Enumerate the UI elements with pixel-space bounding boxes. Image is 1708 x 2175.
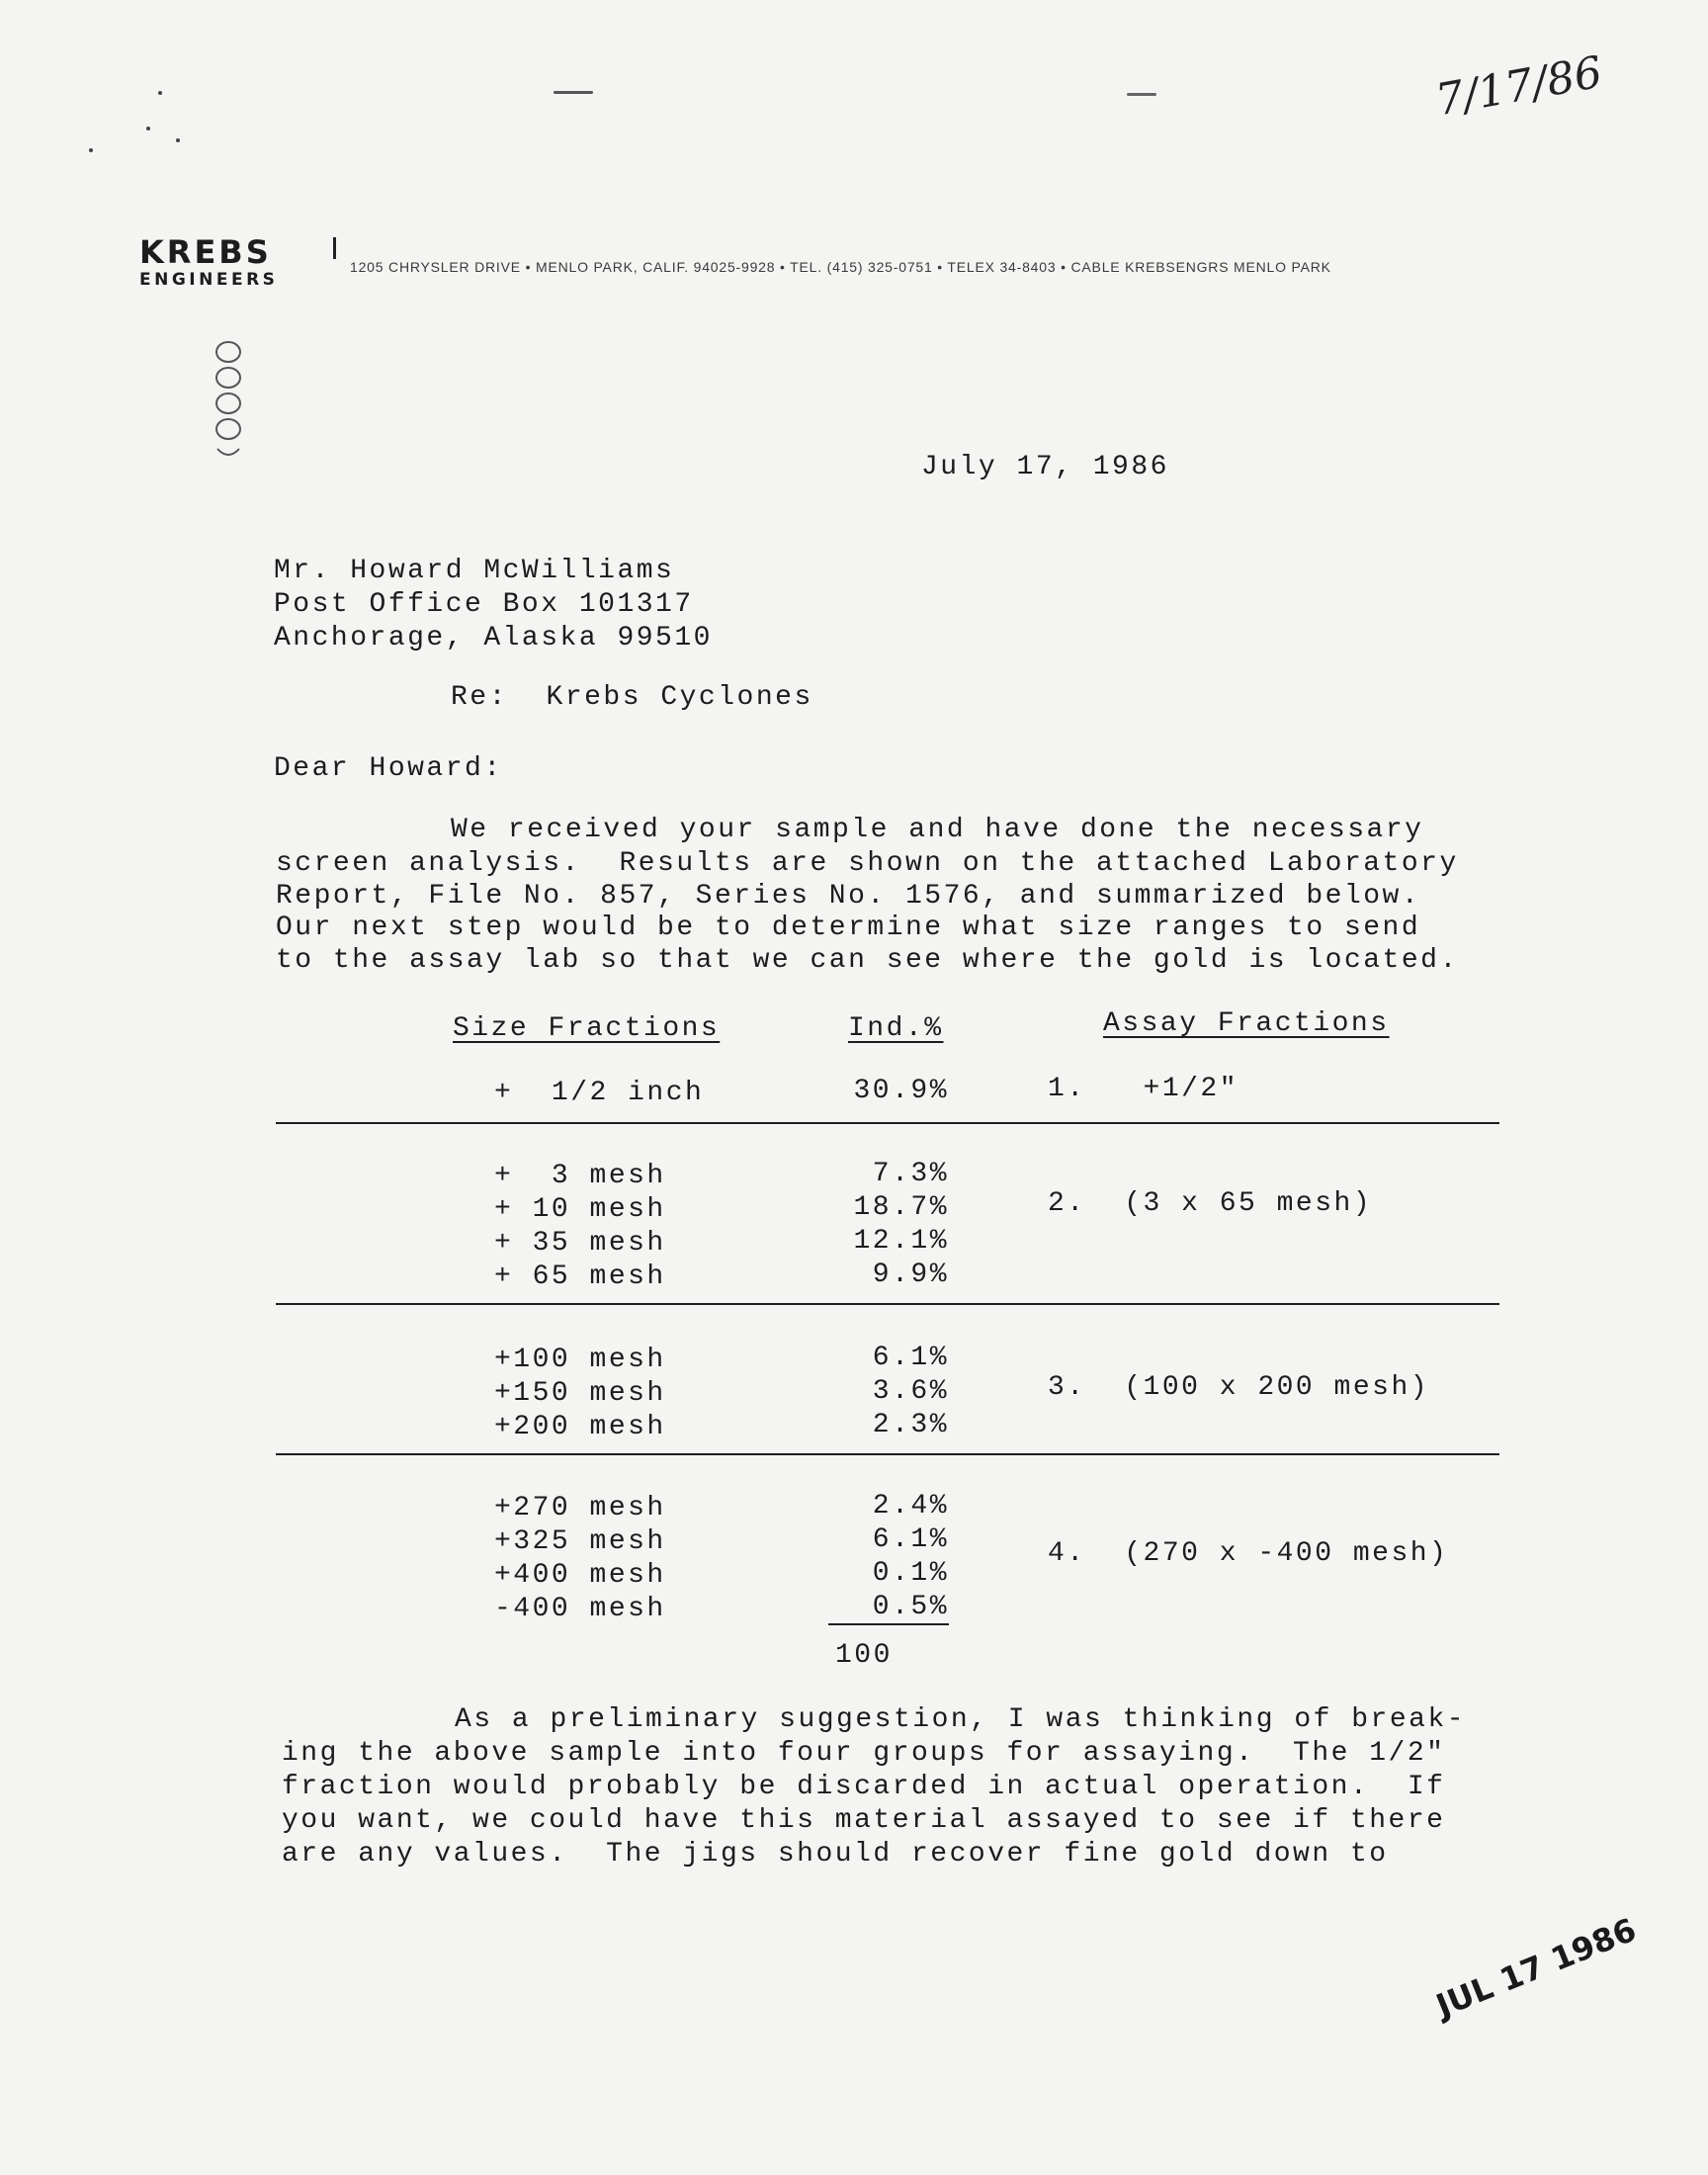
size-fraction: +200 mesh <box>494 1412 666 1442</box>
total-rule <box>828 1623 949 1625</box>
scan-speck <box>158 91 162 95</box>
size-fraction: + 35 mesh <box>494 1228 666 1259</box>
group-divider <box>276 1303 1499 1305</box>
ind-percent: 30.9% <box>853 1076 949 1106</box>
ind-percent: 6.1% <box>872 1524 949 1555</box>
ind-percent: 2.4% <box>872 1491 949 1522</box>
scan-speck <box>146 127 150 130</box>
paragraph-1-line: We received your sample and have done the necessary <box>451 815 1424 845</box>
size-fraction: +150 mesh <box>494 1378 666 1409</box>
recipient-address-2: Anchorage, Alaska 99510 <box>274 623 713 653</box>
total-value: 100 <box>835 1640 893 1671</box>
size-fraction: +325 mesh <box>494 1526 666 1557</box>
paragraph-2-line: you want, we could have this material assayed to see if there <box>282 1805 1446 1836</box>
letterhead-address: 1205 CHRYSLER DRIVE • MENLO PARK, CALIF. 94025-9928 • TEL. (415) 325-0751 • TELEX 34-8403 • CABLE KREBSENGRS MENLO PARK <box>350 259 1331 275</box>
header-ind-percent: Ind.% <box>848 1013 944 1044</box>
paragraph-2-line: As a preliminary suggestion, I was thinking of break- <box>455 1704 1467 1735</box>
paragraph-1-line: screen analysis. Results are shown on the attached Laboratory <box>276 848 1459 879</box>
size-fraction: + 3 mesh <box>494 1161 666 1191</box>
salutation: Dear Howard: <box>274 753 503 784</box>
ind-percent: 18.7% <box>853 1192 949 1223</box>
paragraph-2-line: fraction would probably be discarded in actual operation. If <box>282 1772 1446 1802</box>
margin-doodle <box>210 338 247 467</box>
group-divider <box>276 1453 1499 1455</box>
group-divider <box>276 1122 1499 1124</box>
paragraph-2-line: are any values. The jigs should recover fine gold down to <box>282 1839 1389 1870</box>
header-size-fractions: Size Fractions <box>453 1013 721 1044</box>
size-fraction: + 65 mesh <box>494 1262 666 1292</box>
letterhead-divider <box>333 237 336 259</box>
scan-mark <box>1127 93 1156 96</box>
paragraph-2-line: ing the above sample into four groups for assaying. The 1/2" <box>282 1738 1446 1769</box>
handwritten-date: 7/17/86 <box>1431 46 1606 127</box>
recipient-address-1: Post Office Box 101317 <box>274 589 694 620</box>
assay-fraction: 2. (3 x 65 mesh) <box>1048 1188 1373 1219</box>
subject-line: Re: Krebs Cyclones <box>451 682 813 713</box>
paragraph-1-line: Our next step would be to determine what size ranges to send <box>276 913 1421 943</box>
size-fraction: +100 mesh <box>494 1345 666 1375</box>
scan-speck <box>89 148 93 152</box>
ind-percent: 2.3% <box>872 1410 949 1440</box>
scan-mark <box>554 91 593 94</box>
ind-percent: 3.6% <box>872 1376 949 1407</box>
assay-fraction: 1. +1/2" <box>1048 1074 1239 1104</box>
letter-date: July 17, 1986 <box>921 452 1169 482</box>
size-fraction: +400 mesh <box>494 1560 666 1591</box>
company-logo: KREBS <box>139 233 272 271</box>
size-fraction: + 10 mesh <box>494 1194 666 1225</box>
assay-fraction: 4. (270 x -400 mesh) <box>1048 1538 1449 1569</box>
assay-fraction: 3. (100 x 200 mesh) <box>1048 1372 1430 1403</box>
size-fraction: +270 mesh <box>494 1493 666 1523</box>
header-assay-fractions: Assay Fractions <box>1103 1008 1390 1039</box>
size-fraction: + 1/2 inch <box>494 1078 705 1108</box>
paragraph-1-line: Report, File No. 857, Series No. 1576, and summarized below. <box>276 881 1421 912</box>
ind-percent: 7.3% <box>872 1159 949 1189</box>
paragraph-1-line: to the assay lab so that we can see where the gold is located. <box>276 945 1459 976</box>
ind-percent: 9.9% <box>872 1260 949 1290</box>
received-date-stamp: JUL 17 1986 <box>1430 1910 1642 2025</box>
company-subtitle: ENGINEERS <box>139 270 279 290</box>
ind-percent: 0.1% <box>872 1558 949 1589</box>
size-fraction: -400 mesh <box>494 1594 666 1624</box>
ind-percent: 0.5% <box>872 1592 949 1622</box>
recipient-name: Mr. Howard McWilliams <box>274 556 675 586</box>
ind-percent: 6.1% <box>872 1343 949 1373</box>
ind-percent: 12.1% <box>853 1226 949 1257</box>
scan-speck <box>176 138 180 142</box>
